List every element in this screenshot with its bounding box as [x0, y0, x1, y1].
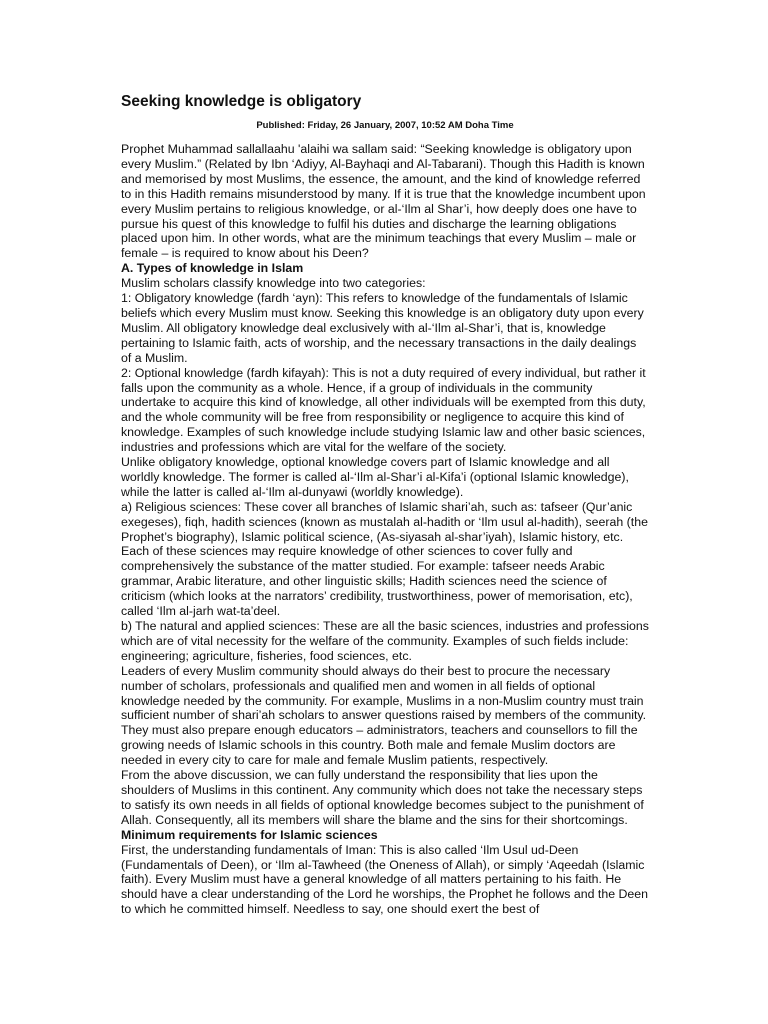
body-paragraph: Leaders of every Muslim community should always do their best to procure the necessary number of scholars, professionals and qualified men and women in all fields of optional knowledge needed by the community. For example, Muslims in a non-Muslim country must train sufficient number of shari’ah scholars to answer questions raised by members of the community. They must also prepare enough educators – administrators, teachers and counsellors to fill the growing needs of Islamic schools in this country. Both male and female Muslim doctors are needed in every city to care for male and female Muslim patients, respectively.: [121, 663, 647, 768]
body-paragraph: a) Religious sciences: These cover all branches of Islamic shari’ah, such as: tafseer (Qur’anic exegeses), fiqh, hadith sciences (known as mustalah al-hadith or ‘Ilm usul al-hadith), seerah (the Prophet’s biography), Islamic political science, (As-siyasah al-shar’iyah), Islamic history, etc.: [121, 499, 648, 544]
article-title: Seeking knowledge is obligatory: [121, 93, 362, 110]
body-paragraph: 1: Obligatory knowledge (fardh ‘ayn): This refers to knowledge of the fundamentals of Islamic beliefs which every Muslim must know. Seeking this knowledge is an obligatory duty upon every Muslim. All obligatory knowledge deal exclusively with al-‘Ilm al-Shar’i, that is, knowledge pertaining to Islamic faith, acts of worship, and the necessary transactions in the daily dealings of a Muslim.: [121, 291, 644, 365]
document-page: [121, 92, 649, 917]
section-heading-types-of-knowledge: A. Types of knowledge in Islam: [121, 261, 304, 276]
body-paragraph: Unlike obligatory knowledge, optional knowledge covers part of Islamic knowledge and all worldly knowledge. The former is called al-‘Ilm al-Shar’i al-Kifa’i (optional Islamic knowledge), while the latter is called al-‘Ilm al-dunyawi (worldly knowledge).: [121, 455, 629, 499]
body-paragraph: b) The natural and applied sciences: These are all the basic sciences, industries and professions which are of vital necessity for the welfare of the community. Examples of such fields include: engineering; agriculture, fisheries, food sciences, etc.: [121, 619, 649, 663]
body-paragraph: Muslim scholars classify knowledge into two categories:: [121, 276, 426, 291]
body-paragraph: First, the understanding fundamentals of Iman: This is also called ‘Ilm Usul ud-Deen (Fundamentals of Deen), or ‘Ilm al-Tawheed (the Oneness of Allah), or simply ‘Aqeedah (Islamic faith). Every Muslim must have a general knowledge of all matters pertaining to his faith. He should have a clear understanding of the Lord he worships, the Prophet he follows and the Deen to which he committed himself. Needless to say, one should exert the best of: [121, 842, 649, 917]
section-heading-minimum-requirements: Minimum requirements for Islamic sciences: [121, 827, 378, 842]
publish-date: Published: Friday, 26 January, 2007, 10:52 AM Doha Time: [256, 120, 514, 131]
body-paragraph: Each of these sciences may require knowledge of other sciences to cover fully and comprehensively the substance of the matter studied. For example: tafseer needs Arabic grammar, Arabic literature, and other linguistic skills; Hadith sciences need the science of criticism (which looks at the narrators’ credibility, trustworthiness, power of memorisation, etc), called ‘Ilm al-jarh wat-ta’deel.: [121, 544, 633, 619]
body-paragraph: From the above discussion, we can fully understand the responsibility that lies upon the shoulders of Muslims in this continent. Any community which does not take the necessary steps to satisfy its own needs in all fields of optional knowledge becomes subject to the punishment of Allah. Consequently, all its members will share the blame and the sins for their shortcomings.: [121, 768, 644, 827]
body-paragraph: 2: Optional knowledge (fardh kifayah): This is not a duty required of every individual, but rather it falls upon the community as a whole. Hence, if a group of individuals in the community undertake to acquire this kind of knowledge, all other individuals will be exempted from this duty, and the whole community will be free from responsibility or negligence to acquire this kind of knowledge. Examples of such knowledge include studying Islamic law and other basic sciences, industries and professions which are vital for the welfare of the society.: [121, 365, 646, 455]
intro-paragraph: Prophet Muhammad sallallaahu 'alaihi wa sallam said: “Seeking knowledge is obligatory upon every Muslim.” (Related by Ibn ‘Adiyy, Al-Bayhaqi and Al-Tabarani). Though this Hadith is known and memorised by most Muslims, the essence, the amount, and the kind of knowledge referred to in this Hadith remains misunderstood by many. If it is true that the knowledge incumbent upon every Muslim pertains to religious knowledge, or al-‘Ilm al Shar’i, how deeply does one have to pursue his quest of this knowledge to fulfil his duties and discharge the learning obligations placed upon him. In other words, what are the minimum teachings that every Muslim – male or female – is required to know about his Deen?: [121, 142, 646, 261]
